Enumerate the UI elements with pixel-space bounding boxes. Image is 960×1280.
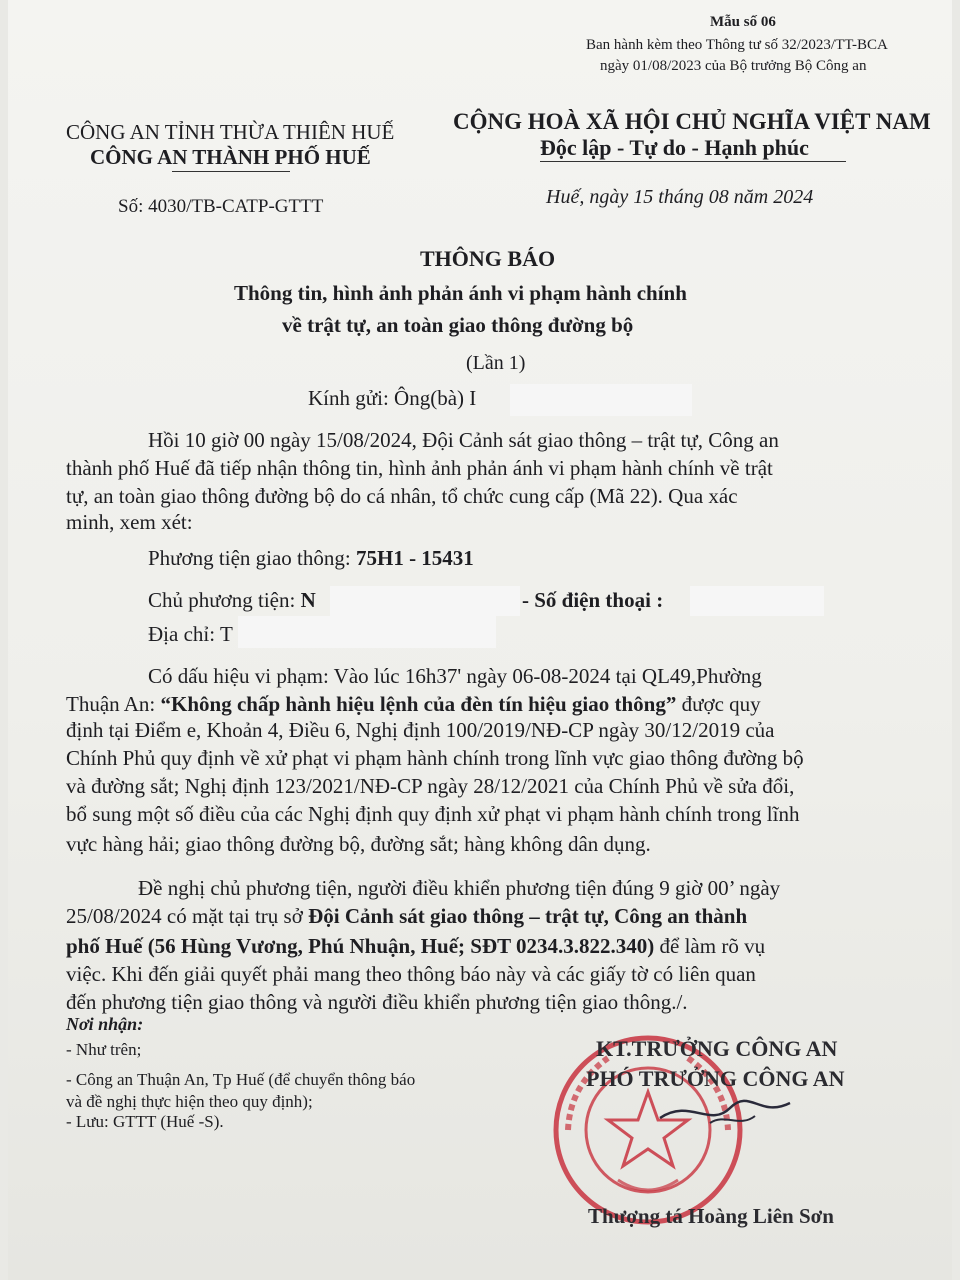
request-line-2: 25/08/2024 có mặt tại trụ sở Đội Cảnh sát giao thông – trật tự, Công an thành xyxy=(66,904,748,928)
signer-name: Thượng tá Hoàng Liên Sơn xyxy=(588,1204,834,1228)
handwritten-signature-icon xyxy=(650,1088,800,1138)
intro-line-3: tự, an toàn giao thông đường bộ do cá nhân, tổ chức cung cấp (Mã 22). Qua xác xyxy=(66,484,738,508)
form-number: Mẫu số 06 xyxy=(710,14,776,30)
form-issued-line2: ngày 01/08/2023 của Bộ trưởng Bộ Công an xyxy=(600,58,867,74)
form-issued-line1: Ban hành kèm theo Thông tư số 32/2023/TT-BCA xyxy=(586,37,888,53)
notice-subtitle-2: về trật tự, an toàn giao thông đường bộ xyxy=(282,313,634,337)
motto-underline xyxy=(540,161,846,162)
intro-line-1: Hồi 10 giờ 00 ngày 15/08/2024, Đội Cảnh sát giao thông – trật tự, Công an xyxy=(148,428,779,452)
intro-line-2: thành phố Huế đã tiếp nhận thông tin, hình ảnh phản ánh vi phạm hành chính về trật xyxy=(66,456,773,480)
redacted-recipient xyxy=(510,384,692,416)
recipients-item-2a: - Công an Thuận An, Tp Huế (để chuyển thông báo xyxy=(66,1070,416,1089)
violation-line-7: vực hàng hải; giao thông đường bộ, đường sắt; hàng không dân dụng. xyxy=(66,832,651,856)
violation-line-6: bổ sung một số điều của các Nghị định quy định xử phạt vi phạm hành chính trong lĩnh xyxy=(66,802,800,826)
violation-line-4: Chính Phủ quy định về xử phạt vi phạm hành chính trong lĩnh vực giao thông đường bộ xyxy=(66,746,804,770)
redacted-address xyxy=(238,616,496,648)
recipients-item-1: - Như trên; xyxy=(66,1040,142,1059)
address-row xyxy=(148,622,233,647)
owner-row xyxy=(148,588,316,613)
owner-label: Chủ phương tiện: xyxy=(148,588,301,612)
recipients-heading: Nơi nhận: xyxy=(66,1014,144,1034)
notice-subtitle-1: Thông tin, hình ảnh phản ánh vi phạm hành chính xyxy=(234,281,687,305)
violation-line-1: Có dấu hiệu vi phạm: Vào lúc 16h37' ngày 06-08-2024 tại QL49,Phường xyxy=(148,664,762,688)
request-line-5: đến phương tiện giao thông và người điều khiển phương tiện giao thông./. xyxy=(66,990,688,1014)
owner-value: N xyxy=(300,588,316,612)
recipient-label: Kính gửi: Ông(bà) I xyxy=(308,386,477,410)
request-line-1: Đề nghị chủ phương tiện, người điều khiển phương tiện đúng 9 giờ 00’ ngày xyxy=(138,876,781,900)
country-name: CỘNG HOÀ XÃ HỘI CHỦ NGHĨA VIỆT NAM xyxy=(453,109,931,134)
phone-label: - Số điện thoại : xyxy=(522,588,664,612)
address-value: T xyxy=(219,622,233,646)
request-line-3: phố Huế (56 Hùng Vương, Phú Nhuận, Huế; SĐT 0234.3.822.340) để làm rõ vụ xyxy=(66,934,766,958)
vehicle-plate: 75H1 - 15431 xyxy=(355,546,474,570)
request-line-4: việc. Khi đến giải quyết phải mang theo thông báo này và các giấy tờ có liên quan xyxy=(66,962,756,986)
violation-line-2: Thuận An: “Không chấp hành hiệu lệnh của đèn tín hiệu giao thông” được quy xyxy=(66,692,761,716)
agency-underline xyxy=(172,171,290,172)
violation-description: “Không chấp hành hiệu lệnh của đèn tín hiệu giao thông” xyxy=(160,692,677,716)
agency-parent: CÔNG AN TỈNH THỪA THIÊN HUẾ xyxy=(66,120,395,144)
notice-heading: THÔNG BÁO xyxy=(420,246,556,271)
ref-number: Số: 4030/TB-CATP-GTTT xyxy=(118,196,324,217)
vehicle-row xyxy=(148,546,474,571)
address-label: Địa chỉ: xyxy=(148,622,220,646)
violation-line-5: và đường sắt; Nghị định 123/2021/NĐ-CP ngày 28/12/2021 của Chính Phủ về sửa đổi, xyxy=(66,774,795,798)
signature-title-2: PHÓ TRƯỞNG CÔNG AN xyxy=(586,1066,845,1091)
redacted-owner xyxy=(330,586,520,616)
agency-name: CÔNG AN THÀNH PHỐ HUẾ xyxy=(90,145,371,169)
signature-title-1: KT.TRƯỞNG CÔNG AN xyxy=(596,1036,838,1061)
motto: Độc lập - Tự do - Hạnh phúc xyxy=(540,135,809,160)
recipients-item-2b: và đề nghị thực hiện theo quy định); xyxy=(66,1092,313,1111)
issue-date: Huế, ngày 15 tháng 08 năm 2024 xyxy=(546,186,814,208)
notice-issue-number: (Lần 1) xyxy=(466,352,526,374)
intro-line-4: minh, xem xét: xyxy=(66,510,193,534)
recipients-item-3: - Lưu: GTTT (Huế -S). xyxy=(66,1112,224,1131)
vehicle-label: Phương tiện giao thông: xyxy=(148,546,356,570)
violation-line-3: định tại Điểm e, Khoản 4, Điều 6, Nghị định 100/2019/NĐ-CP ngày 30/12/2019 của xyxy=(66,718,775,742)
redacted-phone xyxy=(690,586,824,616)
office-address: phố Huế (56 Hùng Vương, Phú Nhuận, Huế; SĐT 0234.3.822.340) xyxy=(66,934,655,958)
